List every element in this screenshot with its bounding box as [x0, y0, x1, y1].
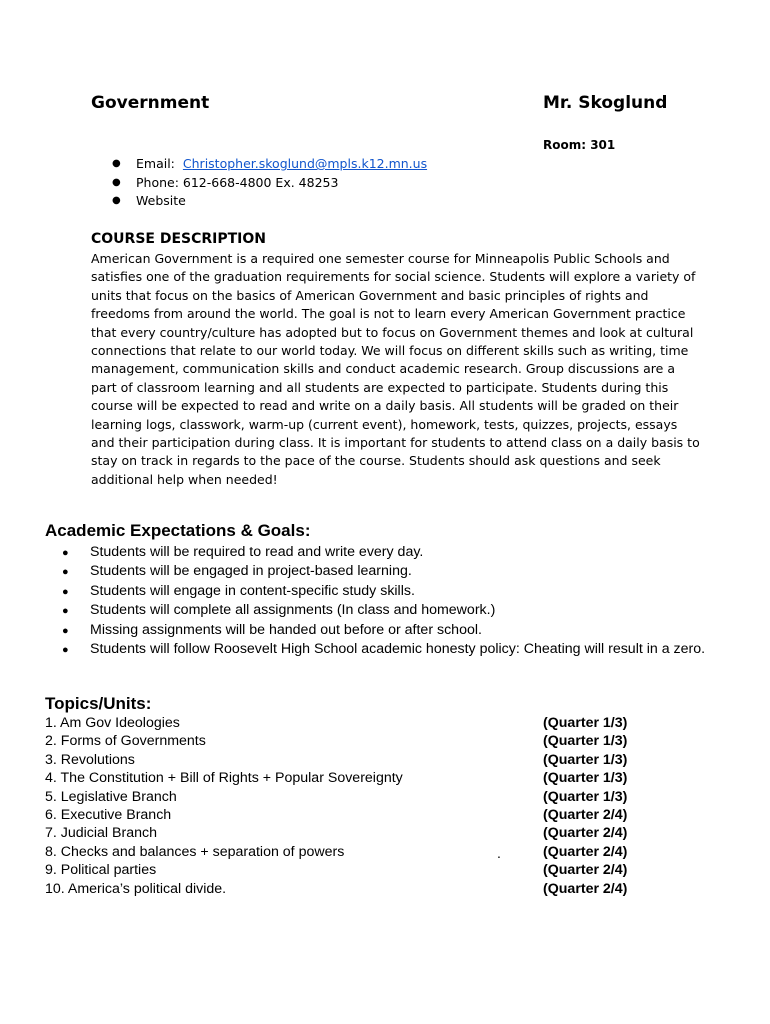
topic-quarter: (Quarter 2/4)	[543, 862, 628, 879]
description-line: that every country/culture has adopted but to focus on Government themes and look at cultural	[91, 324, 694, 340]
course-description-heading: COURSE DESCRIPTION	[91, 231, 267, 247]
bullet-icon: ●	[62, 566, 69, 579]
description-line: satisfies one of the graduation requirements for social science. Students will explore a variety of	[91, 269, 696, 285]
bullet-icon: ●	[112, 176, 121, 188]
stray-period: .	[497, 845, 501, 861]
topics-heading: Topics/Units:	[45, 694, 152, 713]
description-line: additional help when needed!	[91, 471, 278, 487]
goal-item	[62, 543, 710, 562]
topic-label: 4. The Constitution + Bill of Rights + Popular Sovereignty	[45, 770, 403, 787]
topic-row	[45, 824, 645, 842]
academic-expectations-heading: Academic Expectations & Goals:	[45, 521, 311, 540]
topic-row	[45, 861, 645, 879]
description-line: part of classroom learning and all students are expected to participate. Students during this	[91, 379, 669, 395]
topic-row	[45, 769, 645, 787]
contact-email-item	[112, 155, 427, 174]
goals-list	[62, 543, 710, 659]
description-line: and their participation during class. It is important for students to attend class on a daily basis to	[91, 435, 700, 451]
website-text: Website	[136, 193, 186, 208]
goal-item	[62, 640, 710, 659]
bullet-icon: ●	[62, 585, 69, 598]
description-line: stay on track in regards to the pace of the course. Students should ask questions and seek	[91, 453, 661, 469]
topic-quarter: (Quarter 2/4)	[543, 880, 628, 897]
phone-text: Phone: 612-668-4800 Ex. 48253	[136, 174, 339, 190]
contact-phone-item	[112, 174, 427, 193]
contact-list	[112, 155, 427, 211]
topic-row	[45, 751, 645, 769]
goal-item	[62, 621, 710, 640]
description-line: management, communication skills and conduct academic research. Group discussions are a	[91, 361, 675, 377]
goal-item	[62, 562, 710, 581]
course-title: Government	[91, 93, 210, 113]
topic-quarter: (Quarter 2/4)	[543, 825, 628, 842]
topic-quarter: (Quarter 2/4)	[543, 843, 628, 860]
topic-quarter: (Quarter 1/3)	[543, 751, 628, 768]
description-line: units that focus on the basics of American Government and basic principles of rights and	[91, 287, 649, 303]
topic-row	[45, 788, 645, 806]
bullet-icon: ●	[112, 195, 121, 206]
topic-label: 2. Forms of Governments	[45, 733, 206, 750]
topic-quarter: (Quarter 1/3)	[543, 715, 628, 731]
topic-label: 7. Judicial Branch	[45, 825, 157, 842]
goal-text: Students will be engaged in project-based learning.	[90, 563, 412, 580]
bullet-icon: ●	[62, 547, 69, 559]
topic-label: 8. Checks and balances + separation of powers	[45, 843, 345, 860]
room-number: Room: 301	[543, 138, 616, 152]
topic-row	[45, 714, 645, 732]
topic-label: 9. Political parties	[45, 862, 157, 879]
topic-quarter: (Quarter 1/3)	[543, 788, 628, 805]
goal-item	[62, 582, 710, 601]
topic-quarter: (Quarter 2/4)	[543, 806, 628, 823]
goal-item	[62, 601, 710, 620]
topic-label: 3. Revolutions	[45, 751, 135, 768]
description-line: course will be expected to read and write on a daily basis. All students will be graded on their	[91, 398, 679, 414]
description-line: learning logs, classwork, warm-up (current event), homework, tests, quizzes, projects, essays	[91, 416, 678, 432]
bullet-icon: ●	[62, 644, 69, 657]
topic-row	[45, 806, 645, 824]
topic-label: 10. America’s political divide.	[45, 880, 227, 897]
topic-row	[45, 843, 645, 861]
email-link[interactable]: Christopher.skoglund@mpls.k12.mn.us	[182, 156, 428, 171]
bullet-icon: ●	[62, 624, 69, 637]
goal-text: Students will complete all assignments (In class and homework.)	[90, 602, 496, 619]
course-description-body	[91, 250, 700, 489]
goal-text: Missing assignments will be handed out before or after school.	[90, 621, 482, 638]
goal-text: Students will follow Roosevelt High School academic honesty policy: Cheating will result in a zero.	[90, 641, 706, 658]
goal-text: Students will be required to read and write every day.	[90, 544, 424, 560]
description-line: connections that relate to our world today. We will focus on different skills such as writing, time	[91, 343, 689, 359]
contact-website-item	[112, 192, 427, 211]
topic-label: 1. Am Gov Ideologies	[45, 715, 180, 731]
topic-quarter: (Quarter 1/3)	[543, 770, 628, 787]
teacher-name: Mr. Skoglund	[543, 93, 668, 113]
description-line: freedoms from around the world. The goal is not to learn every American Government practice	[91, 306, 686, 322]
topics-list	[45, 714, 645, 898]
bullet-icon: ●	[62, 605, 69, 618]
goal-text: Students will engage in content-specific study skills.	[90, 582, 415, 599]
email-label: Email:	[136, 156, 175, 171]
topic-row	[45, 880, 645, 898]
topic-row	[45, 732, 645, 750]
topic-label: 6. Executive Branch	[45, 806, 172, 823]
bullet-icon: ●	[112, 158, 121, 169]
topic-quarter: (Quarter 1/3)	[543, 733, 628, 750]
description-line: American Government is a required one semester course for Minneapolis Public Schools and	[91, 251, 670, 266]
topic-label: 5. Legislative Branch	[45, 788, 177, 805]
